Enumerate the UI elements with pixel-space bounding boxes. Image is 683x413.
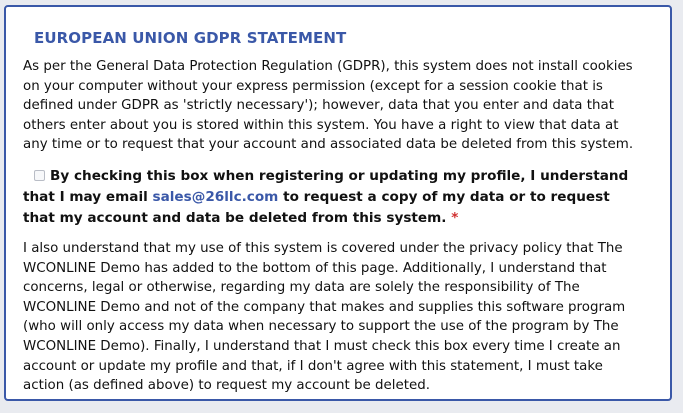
gdpr-title: EUROPEAN UNION GDPR STATEMENT [34,29,347,47]
consent-text-before: By checking this box when registering or updating my profile, I understand that I may email [23,167,629,205]
support-email-link[interactable]: sales@26llc.com [152,188,279,205]
gdpr-closing-text: I also understand that my use of this system is covered under the privacy policy that The WCONLINE Demo has added to the bottom of this page. Additionally, I understand that concerns, legal or otherwise, regarding my data are solely the responsibility of The WCONLINE Demo and not of the company that makes and supplies this software program (who will only access my data when necessary to support the use of the program by The WCONLINE Demo). Finally, I understand that I must check this box every time I create an account or update my profile and that, if I don't agree with this statement, I must take action (as defined above) to request my account be deleted. [23,240,626,394]
gdpr-consent-checkbox[interactable] [34,170,45,181]
gdpr-consent-statement [23,166,646,229]
gdpr-intro-text: As per the General Data Protection Regulation (GDPR), this system does not install cookies on your computer without your express permission (except for a session cookie that is defined under GDPR as 'strictly necessary'); however, data that you enter and data that others enter about you is stored within this system. You have a right to view that data at any time or to request that your account and associated data be deleted from this system. [23,59,634,153]
gdpr-statement-panel [4,5,672,401]
required-asterisk: * [451,209,459,226]
consent-text-after: to request a copy of my data or to request that my account and data be deleted from this system. [23,188,610,226]
